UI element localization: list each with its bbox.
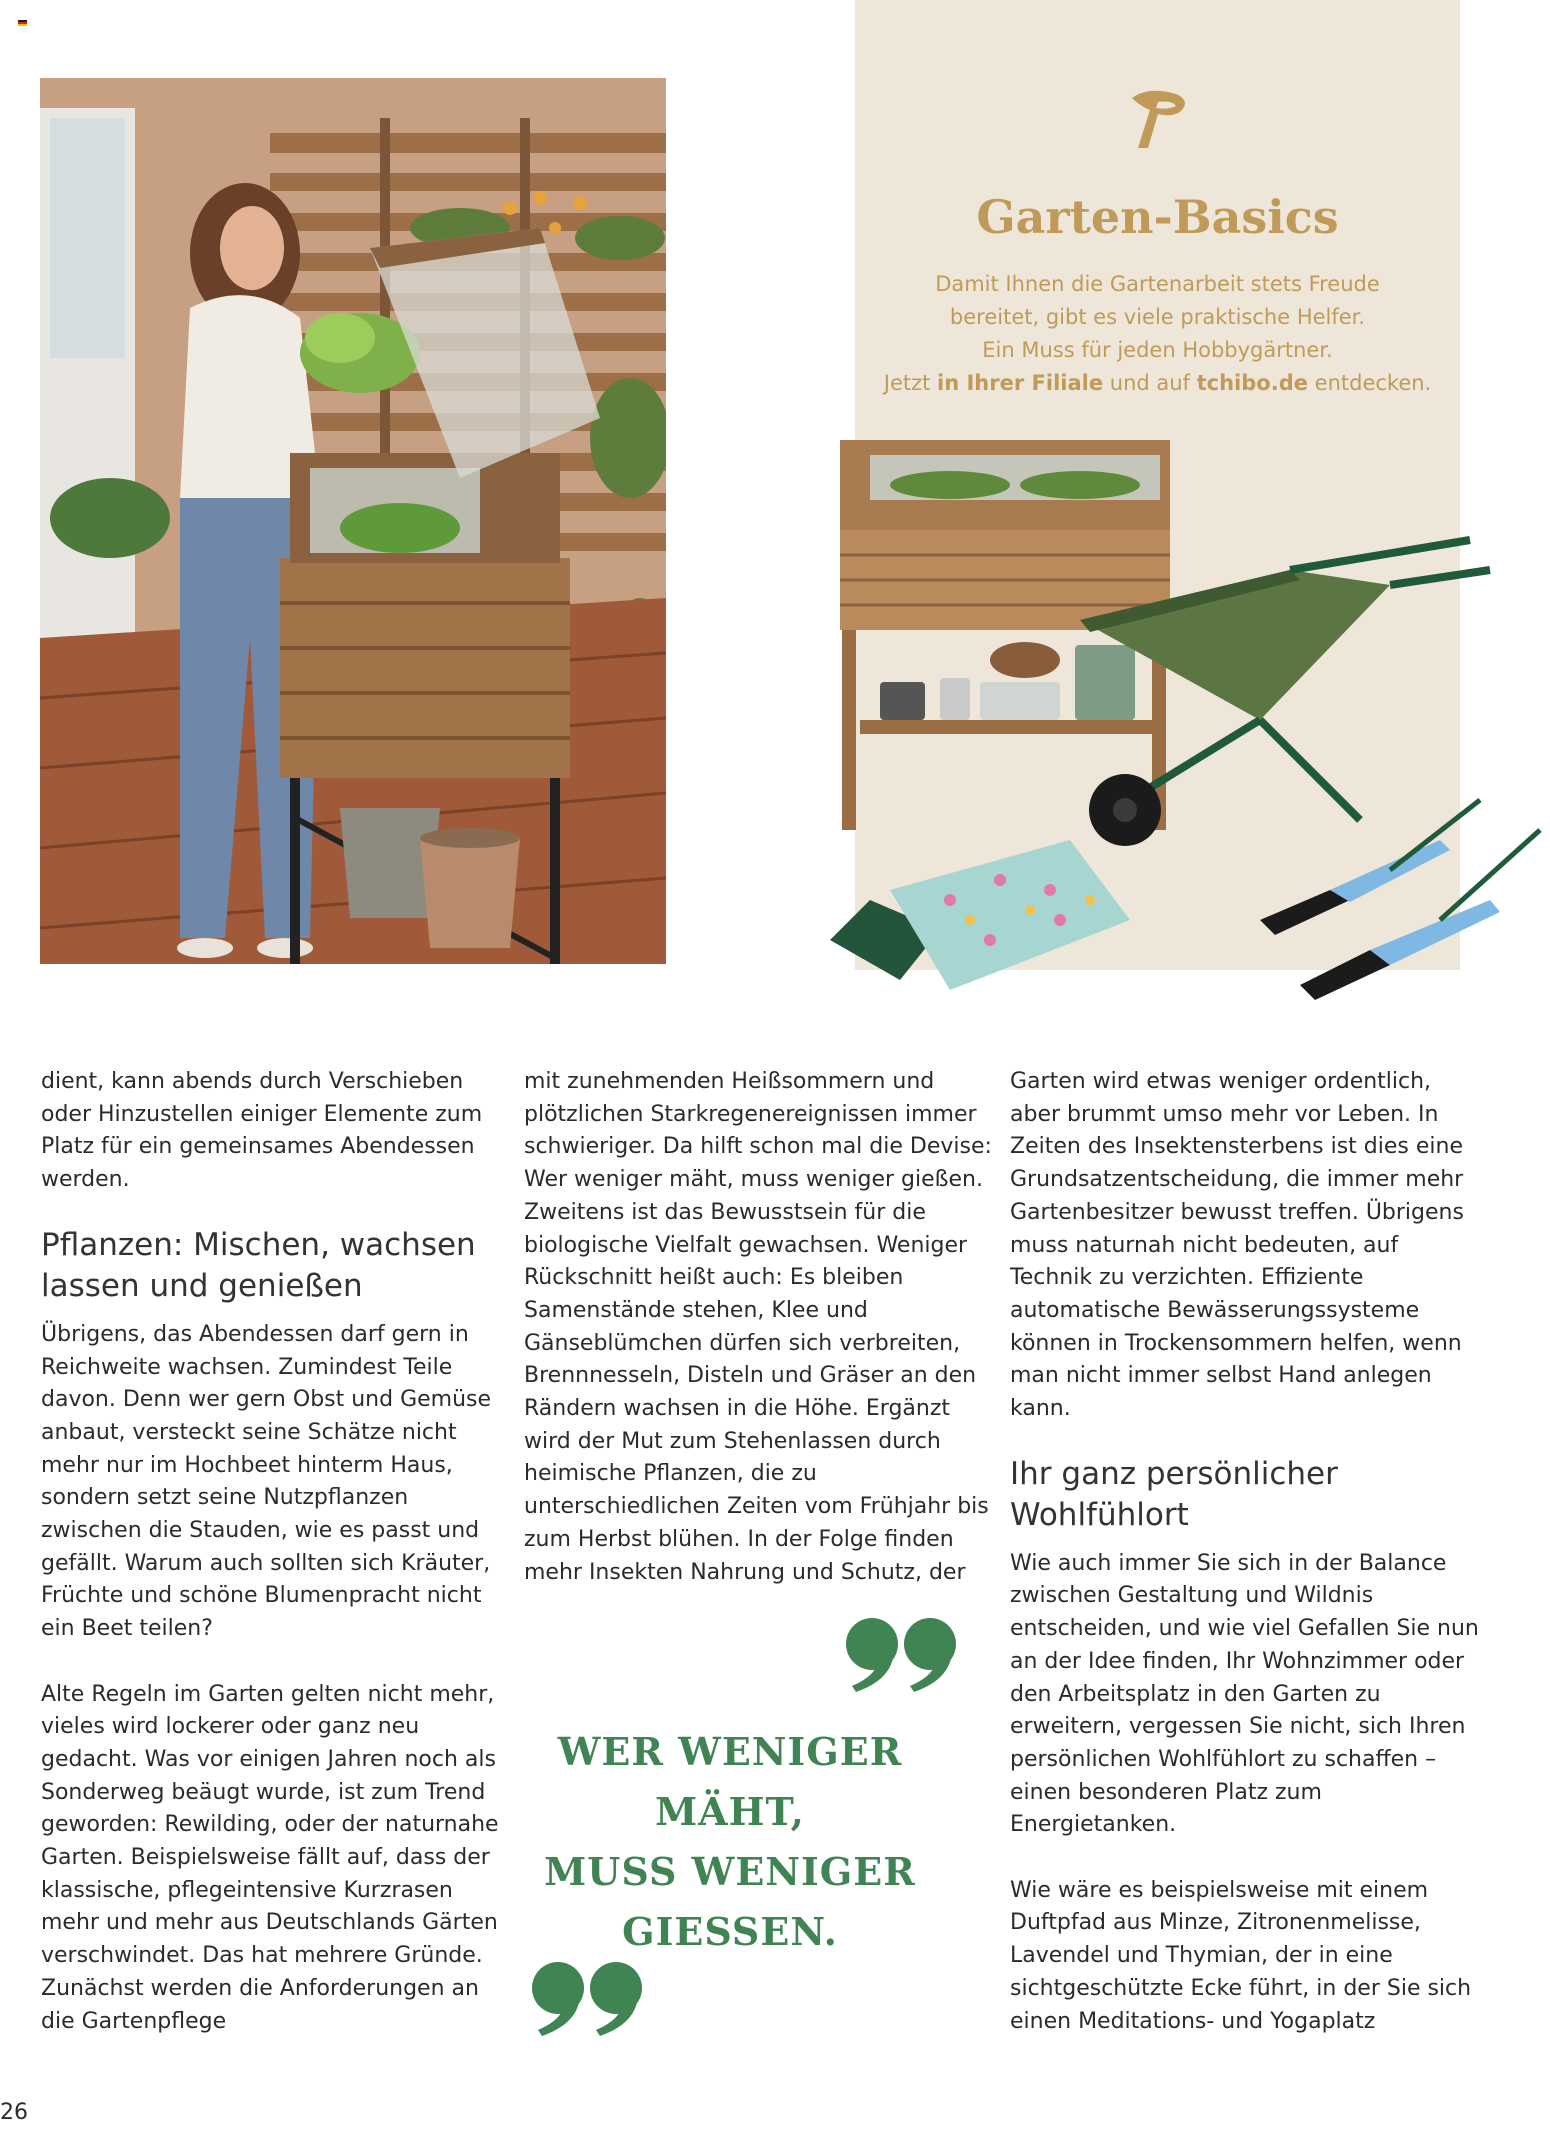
- paragraph: Wie wäre es beispielsweise mit einem Duftpfad aus Minze, Zitronenmelisse, Lavendel und Thymian, der in eine sichtgeschützte Ecke führt, in der Sie sich einen Meditations- und Yogaplatz: [1010, 1877, 1472, 2034]
- paragraph: Übrigens, das Abendessen darf gern in Reichweite wachsen. Zumindest Teile davon. Denn wer gern Obst und Gemüse anbaut, versteckt seine Schätze nicht mehr nur im Hochbeet hinterm Haus, sondern setzt seine Nutzpflanzen zwischen die Stauden, wie es passt und gefällt. Warum auch sollten sich Kräuter, Früchte und schöne Blumenpracht nicht ein Beet teilen?: [41, 1321, 492, 1642]
- closing-quote-mark-icon: [842, 1616, 962, 1696]
- secateurs-image: [1260, 800, 1540, 1000]
- quote-line: MUSS WENIGER: [544, 1849, 916, 1894]
- quote-line: MÄHT,: [655, 1789, 805, 1834]
- quote-line: WER WENIGER: [557, 1729, 903, 1774]
- garden-photo: [40, 78, 666, 964]
- promo-text: [855, 268, 1460, 400]
- cta-suffix: entdecken.: [1307, 371, 1432, 395]
- cta-middle: und auf: [1103, 371, 1197, 395]
- section-heading: Ihr ganz persönlicher Wohlfühlort: [1010, 1455, 1338, 1533]
- promo-line: bereitet, gibt es viele praktische Helfer.: [949, 305, 1366, 329]
- paragraph: Garten wird etwas weniger ordentlich, aber brummt umso mehr vor Leben. In Zeiten des Insektensterbens ist dies eine Grundsatzentscheidung, die immer mehr Gartenbesitzer bewusst treffen. Übrigens muss naturnah nicht bedeuten, auf Technik zu verzichten. Effiziente automatische Bewässerungssysteme können in Trockensommern helfen, wenn man nicht immer selbst Hand anlegen kann.: [1010, 1069, 1464, 1422]
- quote-line: GIESSEN.: [622, 1909, 838, 1954]
- tchibo-logo-icon: [1118, 76, 1198, 156]
- promo-line: Ein Muss für jeden Hobbygärtner.: [982, 338, 1333, 362]
- promo-title: Garten-Basics: [976, 190, 1339, 244]
- section-heading: Pflanzen: Mischen, wachsen lassen und genießen: [41, 1226, 476, 1304]
- page-number: 26: [0, 2100, 28, 2125]
- text-column-3: [1010, 1066, 1480, 2038]
- text-column-2: [524, 1066, 994, 1589]
- promo-line: Damit Ihnen die Gartenarbeit stets Freude: [935, 272, 1380, 296]
- paragraph: mit zunehmenden Heißsommern und plötzlichen Starkregenereignissen immer schwieriger. Da hilft schon mal die Devise: Wer weniger mäht, muss weniger gießen. Zweitens ist das Bewusstsein für die biologische Vielfalt gewachsen. Weniger Rückschnitt heißt auch: Es bleiben Samenstände stehen, Klee und Gänseblümchen dürfen sich verbreiten, Brennnesseln, Disteln und Gräser an den Rändern wachsen in die Höhe. Ergänzt wird der Mut zum Stehenlassen durch heimische Pflanzen, die zu unterschiedlichen Zeiten vom Frühjahr bis zum Herbst blühen. In der Folge finden mehr Insekten Nahrung und Schutz, der: [524, 1069, 992, 1585]
- promo-cta: [855, 367, 1460, 400]
- cta-store: in Ihrer Filiale: [937, 371, 1104, 395]
- opening-quote-mark-icon: [528, 1960, 648, 2040]
- cta-website: tchibo.de: [1196, 371, 1308, 395]
- paragraph: Wie auch immer Sie sich in der Balance zwischen Gestaltung und Wildnis entscheiden, und wie viel Gefallen Sie nun an der Idee finden, Ihr Wohnzimmer oder den Arbeitsplatz in den Garten zu erweitern, vergessen Sie nicht, sich Ihren persönlichen Wohlfühlort zu schaffen – einen besonderen Platz zum Energietanken.: [1010, 1550, 1479, 1838]
- language-flag-icon: [18, 20, 27, 26]
- product-illustrations: [830, 420, 1550, 1020]
- paragraph: Alte Regeln im Garten gelten nicht mehr, vieles wird lockerer oder ganz neu gedacht. Was vor einigen Jahren noch als Sonderweg beäugt wurde, ist zum Trend geworden: Rewilding, oder der naturnahe Garten. Beispielsweise fällt auf, dass der klassische, pflegeintensive Kurzrasen mehr und mehr aus Deutschlands Gärten verschwindet. Das hat mehrere Gründe. Zunächst werden die Anforderungen an die Gartenpflege: [41, 1681, 499, 2034]
- kneeling-pad-image: [830, 840, 1130, 990]
- pull-quote: [530, 1722, 930, 1962]
- text-column-1: [41, 1066, 511, 2038]
- paragraph: dient, kann abends durch Verschieben oder Hinzustellen einiger Elemente zum Platz für ein gemeinsames Abendessen werden.: [41, 1069, 483, 1193]
- cta-prefix: Jetzt: [883, 371, 938, 395]
